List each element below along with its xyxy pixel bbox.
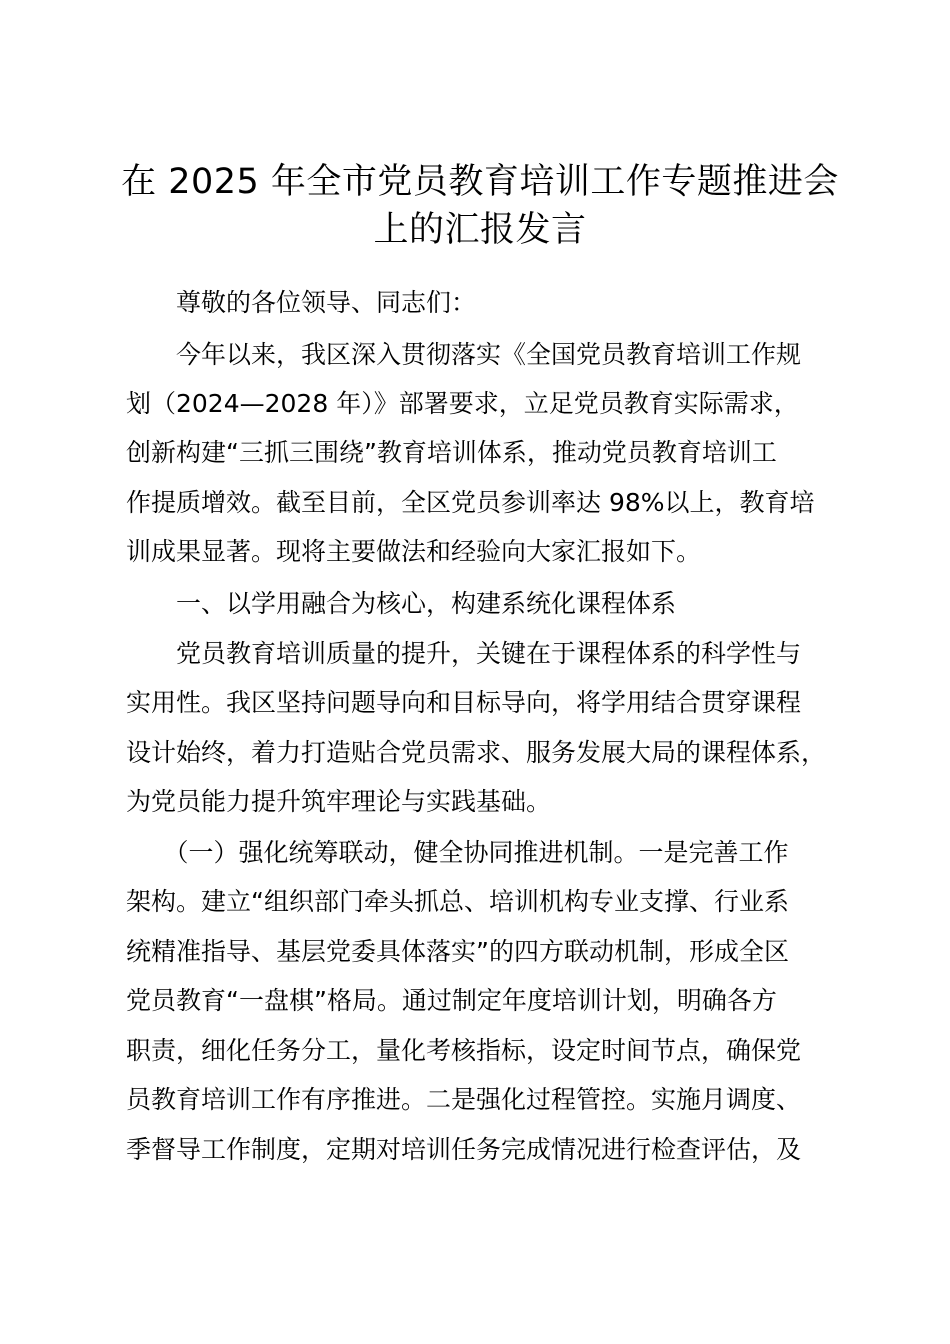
body-text-line: 员教育培训工作有序推进。二是强化过程管控。实施月调度、 bbox=[126, 1085, 802, 1114]
section-heading: 一、以学用融合为核心，构建系统化课程体系 bbox=[126, 589, 677, 618]
body-text-line: 今年以来，我区深入贯彻落实《全国党员教育培训工作规 bbox=[126, 340, 802, 369]
body-text-line: 训成果显著。现将主要做法和经验向大家汇报如下。 bbox=[126, 537, 702, 566]
document-title-line-2: 上的汇报发言 bbox=[373, 210, 587, 250]
body-text-line: 职责，细化任务分工，量化考核指标，设定时间节点，确保党 bbox=[126, 1036, 802, 1065]
body-text-line: 创新构建“三抓三围绕”教育培训体系，推动党员教育培训工 bbox=[126, 438, 777, 467]
salutation-line: 尊敬的各位领导、同志们： bbox=[126, 288, 477, 317]
body-text-line: 设计始终，着力打造贴合党员需求、服务发展大局的课程体系， bbox=[126, 738, 827, 767]
body-text-line: 季督导工作制度，定期对培训任务完成情况进行检查评估，及 bbox=[126, 1135, 802, 1164]
body-text-line: 架构。建立“组织部门牵头抓总、培训机构专业支撑、行业系 bbox=[126, 887, 789, 916]
body-text-line: 统精准指导、基层党委具体落实”的四方联动机制，形成全区 bbox=[126, 937, 789, 966]
body-text-line: 党员教育“一盘棋”格局。通过制定年度培训计划，明确各方 bbox=[126, 986, 777, 1015]
subsection-paragraph-line: （一）强化统筹联动，健全协同推进机制。一是完善工作 bbox=[126, 838, 789, 867]
body-text-line: 作提质增效。截至目前，全区党员参训率达 98%以上，教育培 bbox=[126, 488, 815, 517]
body-text-line: 党员教育培训质量的提升，关键在于课程体系的科学性与 bbox=[126, 639, 802, 668]
body-text-line: 为党员能力提升筑牢理论与实践基础。 bbox=[126, 787, 552, 816]
document-title-line-1: 在 2025 年全市党员教育培训工作专题推进会 bbox=[121, 162, 839, 202]
body-text-line: 划（2024—2028 年）》部署要求，立足党员教育实际需求， bbox=[126, 389, 799, 418]
body-text-line: 实用性。我区坚持问题导向和目标导向，将学用结合贯穿课程 bbox=[126, 688, 802, 717]
